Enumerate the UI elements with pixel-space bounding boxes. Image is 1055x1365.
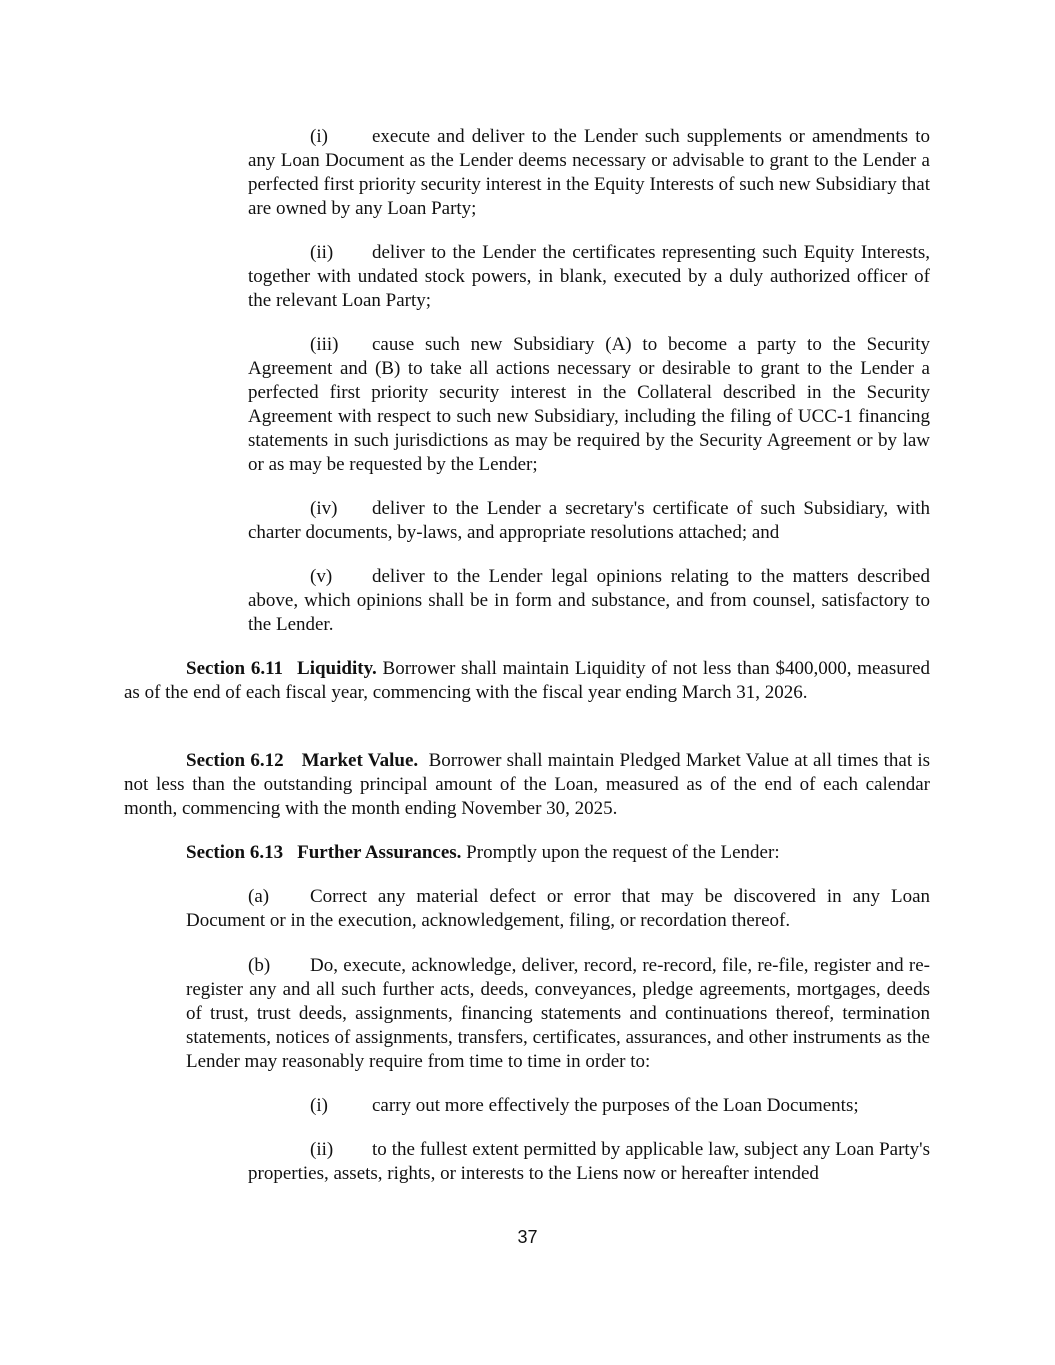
subsection-text: Correct any material defect or error that may be discovered in any Loan Document or in the execution, acknowledgement, filing, or recordation thereof. — [186, 886, 930, 931]
subsection-number: (b) — [248, 955, 271, 976]
clause-text: deliver to the Lender the certificates representing such Equity Interests, together with undated stock powers, in blank, executed by a duly authorized officer of the relevant Loan Party; — [248, 242, 930, 311]
clause-text: deliver to the Lender legal opinions relating to the matters described above, which opinions shall be in form and substance, and from counsel, satisfactory to the Lender. — [248, 566, 930, 635]
section-title: Market Value. — [301, 750, 419, 771]
clause-number: (ii) — [310, 1139, 334, 1160]
section-number: Section 6.12 — [186, 750, 284, 771]
section-title: Further Assurances. — [297, 842, 462, 863]
subsection-number: (a) — [248, 886, 270, 907]
subsection-a — [186, 885, 930, 933]
section-text: Promptly upon the request of the Lender: — [466, 842, 780, 863]
clause-number: (ii) — [310, 242, 334, 263]
section-title: Liquidity. — [297, 658, 377, 679]
clause-iv — [248, 497, 930, 545]
subsection-b — [186, 954, 930, 1074]
clause-i — [248, 125, 930, 221]
clause-iii — [248, 333, 930, 477]
clause-ii — [248, 241, 930, 313]
clause-number: (iii) — [310, 334, 339, 355]
clause-number: (i) — [310, 1095, 328, 1116]
subsection-text: Do, execute, acknowledge, deliver, record, re-record, file, re-file, register and re-register any and all such further acts, deeds, conveyances, pledge agreements, mortgages, deeds of trust, trust deeds, assignments, financing statements and continuations thereof, termination statements, notices of assignments, transfers, certificates, assurances, and other instruments as the Lender may reasonably require from time to time in order to: — [186, 955, 930, 1072]
clause-text: deliver to the Lender a secretary's certificate of such Subsidiary, with charter documents, by-laws, and appropriate resolutions attached; and — [248, 498, 930, 543]
clause-v — [248, 565, 930, 637]
section-6-13 — [124, 841, 930, 865]
section-number: Section 6.13 — [186, 842, 284, 863]
clause-text: carry out more effectively the purposes of the Loan Documents; — [372, 1095, 859, 1116]
clause-number: (iv) — [310, 498, 338, 519]
clause-text: to the fullest extent permitted by applicable law, subject any Loan Party's properties, assets, rights, or interests to the Liens now or hereafter intended — [248, 1139, 930, 1184]
section-6-12 — [124, 749, 930, 821]
clause-text: execute and deliver to the Lender such supplements or amendments to any Loan Document as the Lender deems necessary or advisable to grant to the Lender a perfected first priority security interest in the Equity Interests of such new Subsidiary that are owned by any Loan Party; — [248, 126, 930, 219]
section-6-11 — [124, 657, 930, 705]
section-text: Borrower shall maintain Liquidity of not less than $400,000, measured as of the end of each fiscal year, commencing with the fiscal year ending March 31, 2026. — [124, 658, 931, 703]
section-text: Borrower shall maintain Pledged Market Value at all times that is not less than the outstanding principal amount of the Loan, measured as of the end of each calendar month, commencing with the month ending November 30, 2025. — [124, 750, 931, 819]
clause-number: (i) — [310, 126, 328, 147]
page-number: 37 — [517, 1227, 538, 1247]
subsection-b-i — [248, 1094, 930, 1118]
subsection-b-ii — [248, 1138, 930, 1186]
section-number: Section 6.11 — [186, 658, 284, 679]
clause-number: (v) — [310, 566, 333, 587]
clause-text: cause such new Subsidiary (A) to become a party to the Security Agreement and (B) to take all actions necessary or desirable to grant to the Lender a perfected first priority security interest in the Collateral described in the Security Agreement with respect to such new Subsidiary, including the filing of UCC-1 financing statements in such jurisdictions as may be required by the Security Agreement or by law or as may be requested by the Lender; — [248, 334, 930, 475]
